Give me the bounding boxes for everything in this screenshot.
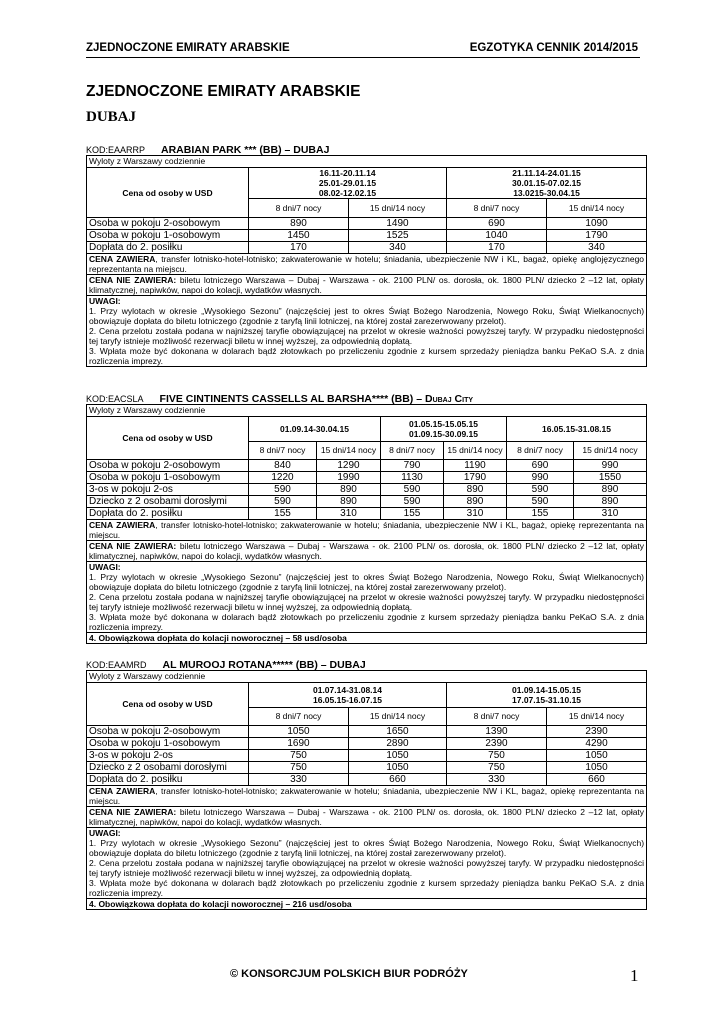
remark-item: 1. Przy wylotach w okresie „Wysokiego Sezonu” (najczęściej jest to okres Świąt Bożego Narodzenia, Nowego Roku, Świąt Wielkanocnych) obowiązuje dopłata do biletu lotniczego (zgodnie z taryfą linii lotniczej, na której został zarezerwowany przelot). xyxy=(89,306,645,326)
price-cell: 590 xyxy=(381,484,444,496)
price-cell: 1550 xyxy=(574,472,647,484)
city-heading: DUBAJ xyxy=(86,109,137,125)
price-includes-label: CENA ZAWIERA xyxy=(89,520,156,530)
table-row xyxy=(87,230,647,242)
price-table xyxy=(86,670,647,910)
price-cell: 840 xyxy=(249,460,317,472)
price-cell: 330 xyxy=(249,774,349,786)
row-label: Dziecko z 2 osobami dorosłymi xyxy=(87,496,249,508)
table-row xyxy=(87,726,647,738)
table-row xyxy=(87,750,647,762)
price-cell: 590 xyxy=(249,484,317,496)
remark-item: 3. Wpłata może być dokonana w dolarach bądź złotowkach po przeliczeniu zgodnie z kursem sprzedaży pieniądza banku PeKaO S.A. z dnia rozliczenia imprezy. xyxy=(89,612,644,632)
price-cell: 1050 xyxy=(547,762,647,774)
remark-item: 3. Wpłata może być dokonana w dolarach bądź złotowkach po przeliczeniu zgodnie z kursem sprzedaży pieniądza banku PeKaO S.A. z dnia rozliczenia imprezy. xyxy=(89,346,645,366)
row-label: 3-os w pokoju 2-os xyxy=(87,484,249,496)
price-excludes-text: biletu lotniczego Warszawa – Dubaj - Warszawa - ok. 2100 PLN/ os. dorosła, ok. 1800 PLN/ dziecko 2 –12 lat, opłaty klimatycznej, napiwków, napoi do kolacji, wydatków własnych. xyxy=(89,275,645,295)
price-cell: 1040 xyxy=(447,230,547,242)
remarks xyxy=(87,562,647,633)
header-catalog: EGZOTYKA CENNIK 2014/2015 xyxy=(469,42,638,54)
price-cell: 790 xyxy=(381,460,444,472)
price-cell: 590 xyxy=(507,496,574,508)
departures-note: Wyloty z Warszawy codziennie xyxy=(87,405,647,417)
price-cell: 750 xyxy=(249,762,349,774)
mandatory-surcharge-note: 4. Obowiązkowa dopłata do kolacji noworocznej – 216 usd/osoba xyxy=(87,899,647,910)
price-excludes-label: CENA NIE ZAWIERA: xyxy=(89,275,177,285)
remarks-label: UWAGI: xyxy=(89,296,121,306)
row-label: Osoba w pokoju 2-osobowym xyxy=(87,460,249,472)
table-row xyxy=(87,774,647,786)
hotel-section-al-murooj xyxy=(86,657,646,910)
row-label: Dziecko z 2 osobami dorosłymi xyxy=(87,762,249,774)
price-cell: 1090 xyxy=(547,218,647,230)
price-includes xyxy=(87,786,647,807)
remarks xyxy=(87,296,647,367)
price-cell: 170 xyxy=(447,242,547,254)
hotel-name-main: FIVE CINTINENTS CASSELLS AL BARSHA**** (BB) – xyxy=(159,393,425,405)
header-country: ZJEDNOCZONE EMIRATY ARABSKIE xyxy=(86,42,290,54)
price-cell: 1690 xyxy=(249,738,349,750)
row-label: Dopłata do 2. posiłku xyxy=(87,774,249,786)
period-header: 16.11-20.11.14 25.01-29.01.15 08.02-12.02.15 xyxy=(249,168,447,199)
duration-header: 15 dni/14 nocy xyxy=(574,442,647,460)
period-header: 01.05.15-15.05.15 01.09.15-30.09.15 xyxy=(381,417,507,442)
duration-header: 15 dni/14 nocy xyxy=(547,708,647,726)
price-label: Cena od osoby w USD xyxy=(87,683,249,726)
duration-header: 8 dni/7 nocy xyxy=(249,199,349,218)
price-cell: 660 xyxy=(547,774,647,786)
price-includes-text: , transfer lotnisko-hotel-lotnisko; zakwaterowanie w hotelu; śniadania, ubezpieczenie NW i KL, bagaż, opiekę anglojęzycznego reprezentanta na miejscu. xyxy=(89,254,645,274)
price-cell: 310 xyxy=(317,508,381,520)
mandatory-surcharge-note: 4. Obowiązkowa dopłata do kolacji noworocznej – 58 usd/osoba xyxy=(87,633,647,644)
hotel-section-five-continents xyxy=(86,391,646,644)
price-includes-text: , transfer lotnisko-hotel-lotnisko; zakwaterowanie w hotelu; śniadania, ubezpieczenie NW i KL, bagaż, opiekę reprezentanta na miejscu. xyxy=(89,786,645,806)
section-code-row xyxy=(86,142,646,155)
page-title: ZJEDNOCZONE EMIRATY ARABSKIE xyxy=(86,83,361,100)
departures-note: Wyloty z Warszawy codziennie xyxy=(87,671,647,683)
price-cell: 4290 xyxy=(547,738,647,750)
price-cell: 310 xyxy=(574,508,647,520)
hotel-name: ARABIAN PARK *** (BB) – DUBAJ xyxy=(161,144,330,156)
price-includes-text: , transfer lotnisko-hotel-lotnisko; zakwaterowanie w hotelu; śniadania, ubezpieczenie NW i KL, bagaż, opiekę reprezentanta na miejscu. xyxy=(89,520,644,540)
price-table xyxy=(86,155,647,367)
row-label: Osoba w pokoju 1-osobowym xyxy=(87,472,249,484)
price-cell: 2390 xyxy=(547,726,647,738)
price-cell: 1190 xyxy=(444,460,507,472)
duration-header: 15 dni/14 nocy xyxy=(349,708,447,726)
departures-note: Wyloty z Warszawy codziennie xyxy=(87,156,647,168)
price-cell: 660 xyxy=(349,774,447,786)
duration-header: 15 dni/14 nocy xyxy=(444,442,507,460)
price-cell: 890 xyxy=(444,496,507,508)
price-excludes-label: CENA NIE ZAWIERA: xyxy=(89,541,177,551)
row-label: Dopłata do 2. posiłku xyxy=(87,242,249,254)
price-excludes-text: biletu lotniczego Warszawa – Dubaj - Warszawa - ok. 2100 PLN/ os. dorosła, ok. 1800 PLN/ dziecko 2 –12 lat, opłaty klimatycznej, napiwków, napoi do kolacji, wydatków własnych. xyxy=(89,541,645,561)
price-cell: 890 xyxy=(444,484,507,496)
remark-item: 1. Przy wylotach w okresie „Wysokiego Sezonu” (najczęściej jest to okres Świąt Bożego Narodzenia, Nowego Roku, Świąt Wielkanocnych) obowiązuje dopłata do biletu lotniczego (zgodnie z taryfą linii lotniczej, na której został zarezerwowany przelot). xyxy=(89,838,645,858)
remark-item: 1. Przy wylotach w okresie „Wysokiego Sezonu” (najczęściej jest to okres Świąt Bożego Narodzenia, Nowego Roku, Świąt Wielkanocnych) obowiązuje dopłata do biletu lotniczego (zgodnie z taryfą linii lotniczej, na której został zarezerwowany przelot). xyxy=(89,572,644,592)
table-row xyxy=(87,762,647,774)
row-label: Dopłata do 2. posiłku xyxy=(87,508,249,520)
duration-header: 8 dni/7 nocy xyxy=(447,708,547,726)
price-includes-label: CENA ZAWIERA xyxy=(89,254,156,264)
hotel-name xyxy=(160,393,473,405)
row-label: Osoba w pokoju 1-osobowym xyxy=(87,738,249,750)
period-header: 01.09.14-15.05.15 17.07.15-31.10.15 xyxy=(447,683,647,708)
hotel-code: KOD:EAARRP xyxy=(86,145,146,155)
table-row xyxy=(87,472,647,484)
hotel-name-city: Dubaj City xyxy=(424,393,474,405)
price-cell: 1220 xyxy=(249,472,317,484)
period-header: 01.07.14-31.08.14 16.05.15-16.07.15 xyxy=(249,683,447,708)
duration-header: 15 dni/14 nocy xyxy=(317,442,381,460)
price-cell: 1790 xyxy=(444,472,507,484)
hotel-name: AL MUROOJ ROTANA***** (BB) – DUBAJ xyxy=(162,659,366,671)
remark-item: 2. Cena przelotu została podana w najniższej taryfie obowiązującej na przelot w okresie ważności powyższej taryfy. W przypadku niedostępności tej taryfy istnieje możliwość rezerwacji biletu w innej wyższej, za odpowiednią dopłatą. xyxy=(89,858,645,878)
price-cell: 590 xyxy=(249,496,317,508)
price-cell: 170 xyxy=(249,242,349,254)
price-cell: 750 xyxy=(447,762,547,774)
price-cell: 690 xyxy=(507,460,574,472)
row-label: Osoba w pokoju 2-osobowym xyxy=(87,726,249,738)
price-cell: 1130 xyxy=(381,472,444,484)
price-cell: 1290 xyxy=(317,460,381,472)
price-cell: 1525 xyxy=(349,230,447,242)
hotel-code: KOD:EACSLA xyxy=(86,394,144,404)
price-cell: 1490 xyxy=(349,218,447,230)
table-row xyxy=(87,242,647,254)
remark-item: 2. Cena przelotu została podana w najniższej taryfie obowiązującej na przelot w okresie ważności powyższej taryfy. W przypadku niedostępności tej taryfy istnieje możliwość rezerwacji biletu w innej wyższej, za odpowiednią dopłatą. xyxy=(89,326,645,346)
hotel-code: KOD:EAAMRD xyxy=(86,660,147,670)
section-code-row xyxy=(86,391,646,404)
price-label: Cena od osoby w USD xyxy=(87,417,249,460)
price-cell: 690 xyxy=(447,218,547,230)
row-label: Osoba w pokoju 1-osobowym xyxy=(87,230,249,242)
price-excludes xyxy=(87,807,647,828)
section-code-row xyxy=(86,657,646,670)
page-header xyxy=(86,41,640,58)
page-footer: © KONSORCJUM POLSKICH BIUR PODRÓŻY xyxy=(230,968,468,980)
duration-header: 8 dni/7 nocy xyxy=(249,442,317,460)
period-header: 21.11.14-24.01.15 30.01.15-07.02.15 13.0215-30.04.15 xyxy=(447,168,647,199)
price-cell: 155 xyxy=(507,508,574,520)
price-table xyxy=(86,404,647,644)
price-includes xyxy=(87,254,647,275)
remarks-label: UWAGI: xyxy=(89,828,121,838)
duration-header: 8 dni/7 nocy xyxy=(381,442,444,460)
price-cell: 890 xyxy=(317,496,381,508)
price-cell: 1390 xyxy=(447,726,547,738)
price-cell: 1050 xyxy=(349,750,447,762)
price-excludes xyxy=(87,275,647,296)
price-cell: 890 xyxy=(574,484,647,496)
price-cell: 310 xyxy=(444,508,507,520)
price-cell: 1050 xyxy=(249,726,349,738)
duration-header: 8 dni/7 nocy xyxy=(447,199,547,218)
price-cell: 1650 xyxy=(349,726,447,738)
price-cell: 330 xyxy=(447,774,547,786)
price-cell: 2890 xyxy=(349,738,447,750)
price-includes-label: CENA ZAWIERA xyxy=(89,786,156,796)
price-cell: 1990 xyxy=(317,472,381,484)
remarks-label: UWAGI: xyxy=(89,562,121,572)
period-header: 01.09.14-30.04.15 xyxy=(249,417,381,442)
price-cell: 750 xyxy=(447,750,547,762)
page-number: 1 xyxy=(630,966,639,985)
remark-item: 3. Wpłata może być dokonana w dolarach bądź złotowkach po przeliczeniu zgodnie z kursem sprzedaży pieniądza banku PeKaO S.A. z dnia rozliczenia imprezy. xyxy=(89,878,645,898)
duration-header: 15 dni/14 nocy xyxy=(547,199,647,218)
remark-item: 2. Cena przelotu została podana w najniższej taryfie obowiązującej na przelot w okresie ważności powyższej taryfy. W przypadku niedostępności tej taryfy istnieje możliwość rezerwacji biletu w innej wyższej, za odpowiednią dopłatą. xyxy=(89,592,644,612)
price-includes xyxy=(87,520,647,541)
price-cell: 990 xyxy=(574,460,647,472)
price-cell: 590 xyxy=(381,496,444,508)
table-row xyxy=(87,508,647,520)
price-cell: 155 xyxy=(381,508,444,520)
table-row xyxy=(87,738,647,750)
row-label: Osoba w pokoju 2-osobowym xyxy=(87,218,249,230)
row-label: 3-os w pokoju 2-os xyxy=(87,750,249,762)
price-cell: 990 xyxy=(507,472,574,484)
price-cell: 155 xyxy=(249,508,317,520)
price-cell: 2390 xyxy=(447,738,547,750)
price-label: Cena od osoby w USD xyxy=(87,168,249,218)
price-cell: 1790 xyxy=(547,230,647,242)
period-header: 16.05.15-31.08.15 xyxy=(507,417,647,442)
table-row xyxy=(87,496,647,508)
price-cell: 340 xyxy=(547,242,647,254)
price-cell: 1050 xyxy=(349,762,447,774)
duration-header: 8 dni/7 nocy xyxy=(507,442,574,460)
price-cell: 890 xyxy=(317,484,381,496)
price-cell: 1050 xyxy=(547,750,647,762)
price-excludes xyxy=(87,541,647,562)
duration-header: 8 dni/7 nocy xyxy=(249,708,349,726)
table-row xyxy=(87,484,647,496)
price-cell: 890 xyxy=(574,496,647,508)
price-cell: 1450 xyxy=(249,230,349,242)
table-row xyxy=(87,460,647,472)
hotel-section-arabian-park xyxy=(86,142,646,367)
price-excludes-label: CENA NIE ZAWIERA: xyxy=(89,807,177,817)
price-cell: 590 xyxy=(507,484,574,496)
duration-header: 15 dni/14 nocy xyxy=(349,199,447,218)
price-cell: 890 xyxy=(249,218,349,230)
price-cell: 340 xyxy=(349,242,447,254)
price-excludes-text: biletu lotniczego Warszawa – Dubaj - Warszawa - ok. 2100 PLN/ os. dorosła, ok. 1800 PLN/ dziecko 2 –12 lat, opłaty klimatycznej, napiwków, napoi do kolacji, wydatków własnych. xyxy=(89,807,645,827)
remarks xyxy=(87,828,647,899)
table-row xyxy=(87,218,647,230)
price-cell: 750 xyxy=(249,750,349,762)
